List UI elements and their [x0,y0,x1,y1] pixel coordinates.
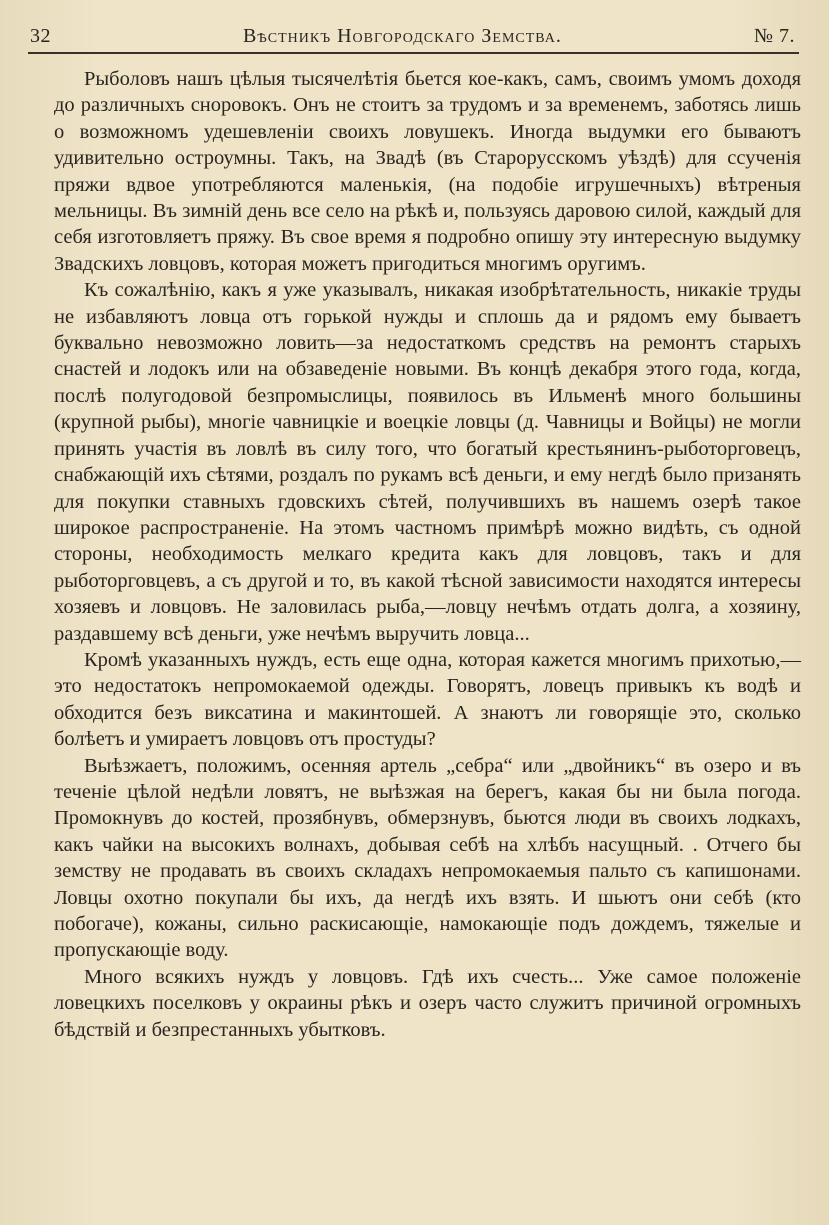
issue-number: № 7. [753,24,795,47]
paragraph: Рыболовъ нашъ цѣлыя тысячелѣтія бьется кое-какъ, самъ, своимъ умомъ доходя до различныхъ сноровокъ. Онъ не стоитъ за трудомъ и за временемъ, заботясь лишь о возможномъ удешевленіи своихъ ловушекъ. Иногда выдумки его бываютъ удивительно остроумны. Такъ, на Звадѣ (въ Старорусскомъ уѣздѣ) для ссученія пряжи вдвое употребляются маленькія, (на подобіе игрушечныхъ) вѣтреныя мельницы. Въ зимній день все село на рѣкѣ и, пользуясь даровою силой, каждый для себя изготовляетъ пряжу. Въ свое время я подробно опишу эту интересную выдумку Звадскихъ ловцовъ, которая можетъ пригодиться многимъ оругимъ. [54,68,801,275]
paragraph: Выѣзжаетъ, положимъ, осенняя артель „себра“ или „двойникъ“ въ озеро и въ теченіе цѣлой недѣли ловятъ, не выѣзжая на берегъ, какая бы ни была погода. Промокнувъ до костей, прозябнувъ, обмерзнувъ, бьются люди въ своихъ лодкахъ, какъ чайки на высокихъ волнахъ, добывая себѣ на хлѣбъ насущный. . Отчего бы земству не продавать въ своихъ складахъ непромокаемыя пальто съ капишонами. Ловцы охотно покупали бы ихъ, да негдѣ ихъ взять. И шьютъ они себѣ (кто побогаче), кожаны, сильно раскисающіе, намокающіе подъ дождемъ, тяжелые и пропускающіе воду. [54,754,801,962]
header-rule [28,52,799,54]
paragraph: Много всякихъ нуждъ у ловцовъ. Гдѣ ихъ счесть... Уже самое положеніе ловецкихъ поселковъ у окраины рѣкъ и озеръ часто служитъ причиной огромныхъ бѣдствій и безпрестанныхъ убытковъ. [54,965,801,1041]
page-number: 32 [30,24,51,47]
paragraph: Кромѣ указанныхъ нуждъ, есть еще одна, которая кажется многимъ прихотью,—это недостатокъ непромокаемой одежды. Говорятъ, ловецъ привыкъ къ водѣ и обходится безъ виксатина и макинтошей. А знаютъ ли говорящіе это, сколько болѣетъ и умираетъ ловцовъ отъ простуды? [54,648,801,751]
running-header [30,20,795,52]
body-text [54,66,801,1043]
paragraph: Къ сожалѣнію, какъ я уже указывалъ, никакая изобрѣтательность, никакіе труды не избавляютъ ловца отъ горькой нужды и сплошь да и рядомъ ему бываетъ буквально невозможно ловить—за недостаткомъ средствъ на ремонтъ старыхъ снастей и лодокъ или на обзаведеніе новыми. Въ концѣ декабря этого года, когда, послѣ полугодовой безпромыслицы, появилось въ Ильменѣ много большины (крупной рыбы), многіе чавницкіе и воецкіе ловцы (д. Чавницы и Войцы) не могли принять участія въ ловлѣ въ силу того, что богатый крестьянинъ-рыботорговецъ, снабжающій ихъ сѣтями, роздалъ по рукамъ всѣ деньги, и ему негдѣ было призанять для покупки ставныхъ гдовскихъ сѣтей, получившихъ въ нашемъ озерѣ такое широкое распространеніе. На этомъ частномъ примѣрѣ можно видѣть, съ одной стороны, необходимость мелкаго кредита какъ для ловцовъ, такъ и для рыботорговцевъ, а съ другой и то, въ какой тѣсной зависимости находятся интересы хозяевъ и ловцовъ. Не заловилась рыба,—ловцу нечѣмъ отдать долга, а хозяину, раздавшему всѣ деньги, уже нечѣмъ выручить ловца... [54,279,801,645]
journal-title: Вѣстникъ Новгородскаго Земства. [243,24,562,47]
